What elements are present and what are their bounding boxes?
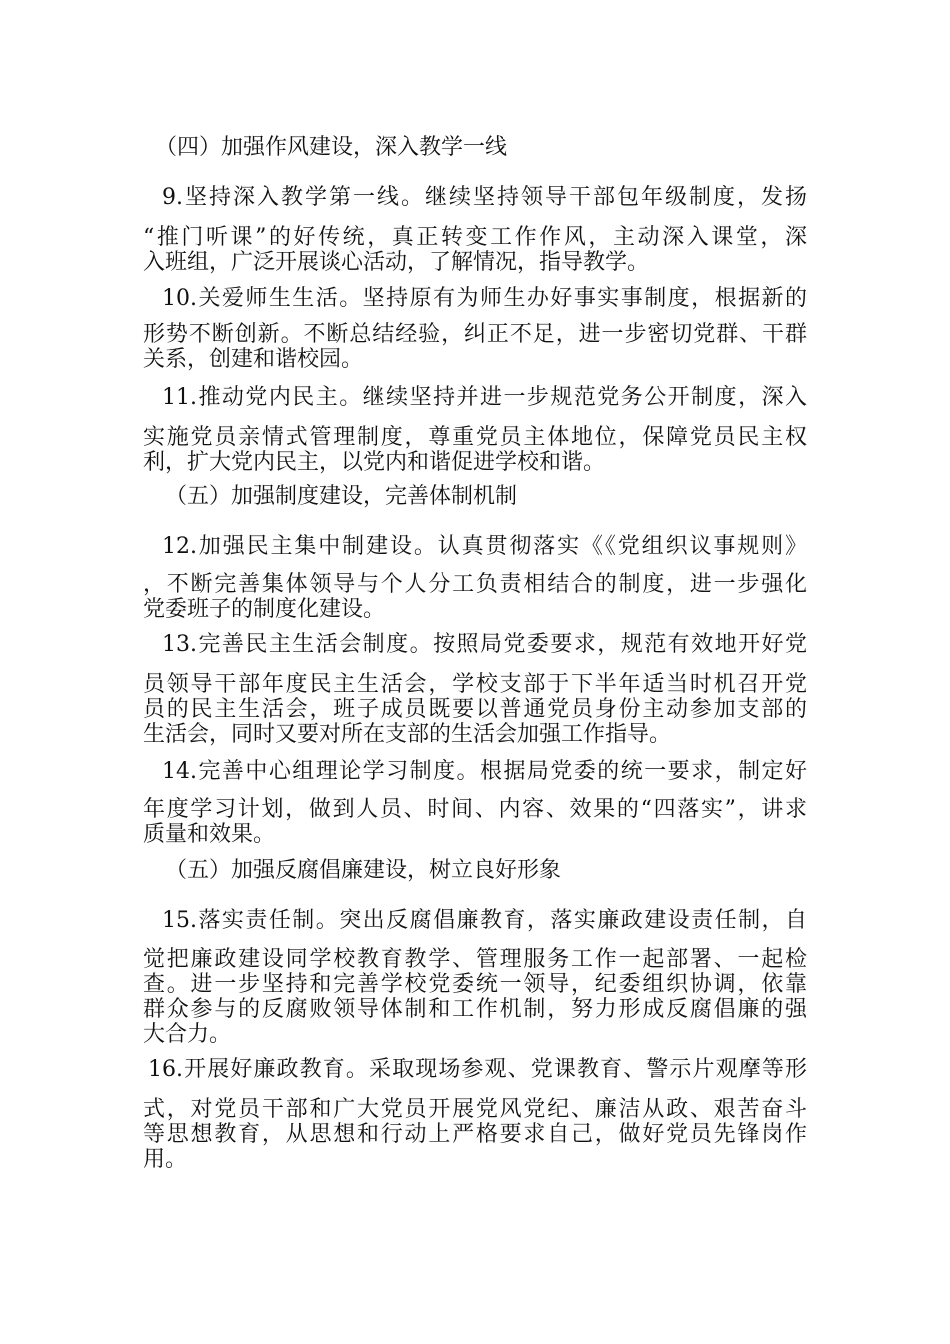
section-heading: （四）加强作风建设，深入教学一线 [155,135,508,160]
paragraph-line: 12.加强民主集中制建设。认真贯彻落实《《党组织议事规则》 [162,534,807,559]
paragraph-line: 员领导干部年度民主生活会，学校支部于下半年适当时机召开党 [143,672,807,697]
paragraph-line: 党委班子的制度化建设。 [143,597,386,622]
paragraph-line: 9.坚持深入教学第一线。继续坚持领导干部包年级制度，发扬 [162,185,807,210]
paragraph-line: 14.完善中心组理论学习制度。根据局党委的统一要求，制定好 [162,759,807,784]
paragraph-line: 群众参与的反腐败领导体制和工作机制，努力形成反腐倡廉的强 [143,997,807,1022]
paragraph-line: 实施党员亲情式管理制度，尊重党员主体地位，保障党员民主权 [143,425,807,450]
paragraph-line: 形势不断创新。不断总结经验，纠正不足，进一步密切党群、干群 [143,322,807,347]
paragraph-line: ，不断完善集体领导与个人分工负责相结合的制度，进一步强化 [143,572,807,597]
paragraph-line: 质量和效果。 [143,822,276,847]
paragraph-line: 13.完善民主生活会制度。按照局党委要求，规范有效地开好党 [162,632,807,657]
paragraph-line: 10.关爱师生生活。坚持原有为师生办好事实事制度，根据新的 [162,286,807,311]
paragraph-line: 利，扩大党内民主，以党内和谐促进学校和谐。 [143,450,606,475]
paragraph-line: 关系，创建和谐校园。 [143,347,364,372]
paragraph-line: 入班组，广泛开展谈心活动，了解情况，指导教学。 [143,250,650,275]
paragraph-line: 查。进一步坚持和完善学校党委统一领导，纪委组织协调，依靠 [143,972,807,997]
paragraph-line: 11.推动党内民主。继续坚持并进一步规范党务公开制度，深入 [162,385,807,410]
paragraph-line: 式，对党员干部和广大党员开展党风党纪、廉洁从政、艰苦奋斗 [143,1097,807,1122]
paragraph-line: 觉把廉政建设同学校教育教学、管理服务工作一起部署、一起检 [143,947,807,972]
paragraph-line: 生活会，同时又要对所在支部的生活会加强工作指导。 [143,722,672,747]
paragraph-line: 员的民主生活会，班子成员既要以普通党员身份主动参加支部的 [143,697,807,722]
paragraph-line: 用。 [143,1147,188,1172]
paragraph-line: 等思想教育，从思想和行动上严格要求自己，做好党员先锋岗作 [143,1122,807,1147]
paragraph-line: 15.落实责任制。突出反腐倡廉教育，落实廉政建设责任制，自 [162,908,807,933]
paragraph-line: “推门听课”的好传统，真正转变工作作风，主动深入课堂，深 [143,225,807,250]
paragraph-line: 年度学习计划，做到人员、时间、内容、效果的“四落实”，讲求 [143,797,807,822]
paragraph-line: 大合力。 [143,1022,232,1047]
section-heading: （五）加强制度建设，完善体制机制 [165,484,518,509]
section-heading: （五）加强反腐倡廉建设，树立良好形象 [165,858,562,883]
paragraph-line: 16.开展好廉政教育。采取现场参观、党课教育、警示片观摩等形 [148,1057,807,1082]
